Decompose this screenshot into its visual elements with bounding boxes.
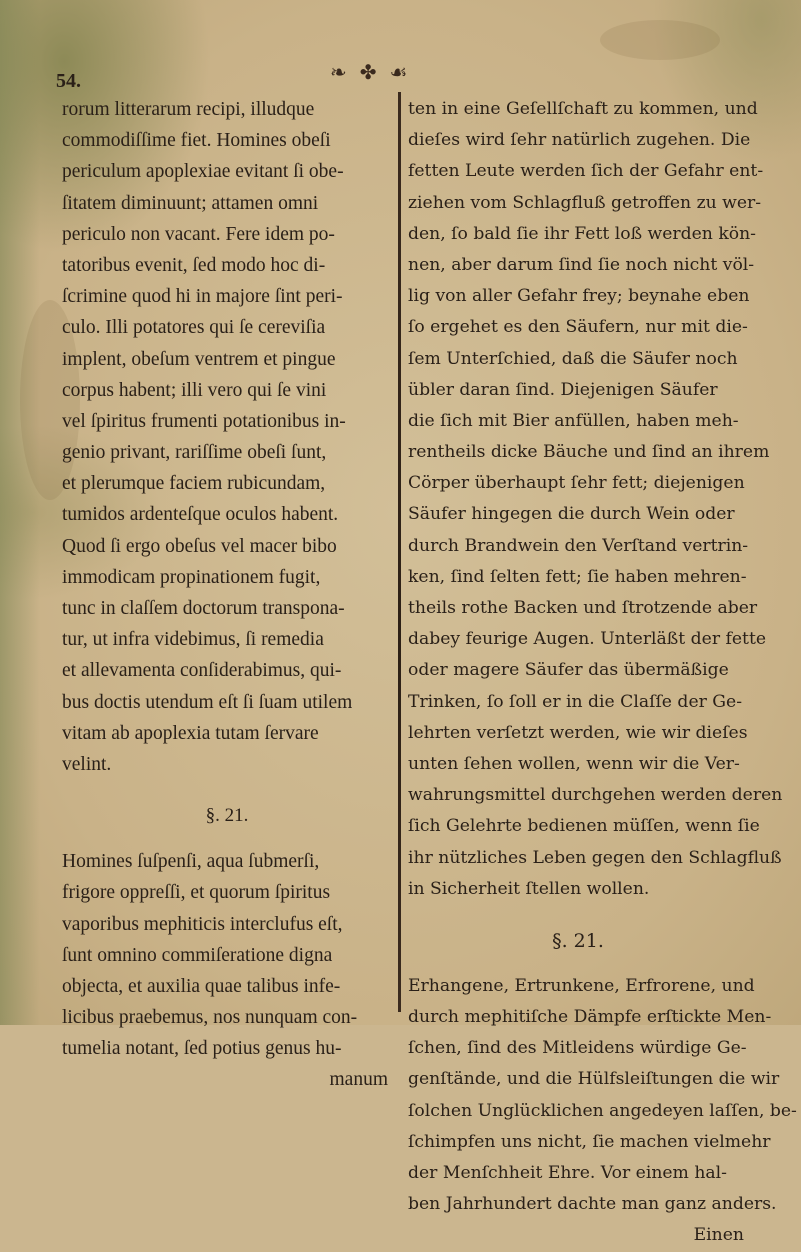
text-line: tur, ut infra videbimus, ſi remedia xyxy=(62,629,324,651)
text-line: bus doctis utendum eſt ſi ſuam utilem xyxy=(62,691,353,713)
text-line: periculo non vacant. Fere idem po- xyxy=(62,223,335,245)
text-line: ſolchen Unglücklichen angedeyen laſſen, be- xyxy=(408,1100,797,1121)
text-line: genio privant, rariſſime obeſi ſunt, xyxy=(62,442,327,464)
latin-paragraph-2 xyxy=(62,846,392,1064)
text-line: tumelia notant, ſed potius genus hu- xyxy=(62,1038,342,1060)
text-line: Säufer hingegen die durch Wein oder xyxy=(408,504,735,525)
text-line: Cörper überhaupt ſehr fett; diejenigen xyxy=(408,473,745,494)
text-line: rorum litterarum recipi, illudque xyxy=(62,99,315,120)
text-line: oder magere Säufer das übermäßige xyxy=(408,660,729,681)
text-line: periculum apoplexiae evitant ſi obe- xyxy=(62,161,344,183)
text-line: lehrten verſetzt werden, wie wir dieſes xyxy=(408,722,748,743)
text-line: frigore oppreſſi, et quorum ſpiritus xyxy=(62,882,331,904)
text-line: vaporibus mephiticis interclufus eſt, xyxy=(62,913,343,935)
text-line: et allevamenta conſiderabimus, qui- xyxy=(62,660,342,682)
text-line: unten ſehen wollen, wenn wir die Ver- xyxy=(408,753,740,774)
text-line: ihr nützliches Leben gegen den Schlagfluß xyxy=(408,847,782,868)
text-line: wahrungsmittel durchgehen werden deren xyxy=(408,785,783,806)
text-line: die ſich mit Bier anfüllen, haben meh- xyxy=(408,410,739,431)
german-paragraph-1 xyxy=(408,94,783,905)
text-line: Quod ſi ergo obeſus vel macer bibo xyxy=(62,535,337,557)
text-line: ben Jahrhundert dachte man ganz anders. xyxy=(408,1194,777,1215)
latin-catchword: manum xyxy=(329,1069,388,1091)
text-line: den, ſo bald ſie ihr Fett loß werden kön- xyxy=(408,223,756,244)
text-line: ſchimpfen uns nicht, ſie machen vielmehr xyxy=(408,1131,771,1152)
text-line: fetten Leute werden ſich der Gefahr ent- xyxy=(408,161,764,182)
text-line: ſo ergehet es den Säufern, nur mit die- xyxy=(408,317,748,338)
text-line: Homines ſuſpenſi, aqua ſubmerſi, xyxy=(62,851,320,873)
text-line: ten in eine Geſellſchaft zu kommen, und xyxy=(408,99,758,119)
text-line: ſich Gelehrte bedienen müſſen, wenn ſie xyxy=(408,816,760,837)
text-line: commodiſſime fiet. Homines obeſi xyxy=(62,130,331,152)
text-line: ſitatem diminuunt; attamen omni xyxy=(62,192,319,214)
text-line: ziehen vom Schlagfluß getroffen zu wer- xyxy=(408,192,762,213)
column-divider xyxy=(398,92,401,1012)
text-line: tatoribus evenit, ſed modo hoc di- xyxy=(62,254,326,276)
text-line: übler daran ſind. Diejenigen Säufer xyxy=(408,379,718,400)
text-line: nen, aber darum ſind ſie noch nicht völ- xyxy=(408,254,755,275)
header-ornament: ❧ ✤ ☙ xyxy=(330,62,412,84)
text-line: vel ſpiritus frumenti potationibus in- xyxy=(62,410,346,432)
text-line: Trinken, ſo ſoll er in die Claſſe der Ge- xyxy=(408,691,742,712)
text-line: theils rothe Backen und ſtrotzende aber xyxy=(408,598,758,618)
text-line: ken, ſind ſelten fett; ſie haben mehren- xyxy=(408,566,747,587)
text-line: objecta, et auxilia quae talibus infe- xyxy=(62,975,341,997)
text-line: velint. xyxy=(62,753,112,775)
page-edge-shadow xyxy=(0,0,40,1025)
german-catchword: Einen xyxy=(693,1225,744,1246)
text-line: dieſes wird ſehr natürlich zugehen. Die xyxy=(408,130,751,151)
text-line: tumidos ardenteſque oculos habent. xyxy=(62,504,339,526)
text-line: durch mephitiſche Dämpfe erſtickte Men- xyxy=(408,1007,772,1028)
text-line: durch Brandwein den Verſtand vertrin- xyxy=(408,535,749,556)
text-line: ſunt omnino commiſeratione digna xyxy=(62,944,333,966)
text-line: et plerumque faciem rubicundam, xyxy=(62,473,326,495)
latin-paragraph-1 xyxy=(62,94,392,780)
text-line: rentheils dicke Bäuche und ſind an ihrem xyxy=(408,442,770,463)
text-line: dabey feurige Augen. Unterläßt der fette xyxy=(408,629,767,650)
latin-column xyxy=(62,94,392,1096)
text-line: immodicam propinationem fugit, xyxy=(62,566,321,588)
german-paragraph-2 xyxy=(408,971,797,1221)
text-line: der Menſchheit Ehre. Vor einem hal- xyxy=(408,1163,727,1183)
text-line: licibus praebemus, nos nunquam con- xyxy=(62,1007,358,1029)
text-line: ſem Unterſchied, daß die Säufer noch xyxy=(408,348,738,369)
text-line: ſcrimine quod hi in majore ſint peri- xyxy=(62,286,343,308)
text-line: vitam ab apoplexia tutam ſervare xyxy=(62,722,319,744)
text-line: tunc in claſſem doctorum transpona- xyxy=(62,598,345,619)
text-line: ſchen, ſind des Mitleidens würdige Ge- xyxy=(408,1038,747,1059)
german-column xyxy=(408,94,797,1252)
german-section-heading: §. 21. xyxy=(552,929,604,952)
text-line: culo. Illi potatores qui ſe cereviſia xyxy=(62,317,326,339)
text-line: in Sicherheit ſtellen wollen. xyxy=(408,878,650,899)
text-line: lig von aller Gefahr frey; beynahe eben xyxy=(408,286,750,307)
latin-section-heading: §. 21. xyxy=(205,805,249,827)
text-line: genſtände, und die Hülfsleiſtungen die wir xyxy=(408,1069,780,1090)
text-line: implent, obeſum ventrem et pingue xyxy=(62,348,336,370)
text-line: corpus habent; illi vero qui ſe vini xyxy=(62,379,327,401)
page-number: 54. xyxy=(56,70,81,92)
text-line: Erhangene, Ertrunkene, Erfrorene, und xyxy=(408,975,755,996)
paper-stain xyxy=(600,20,720,60)
